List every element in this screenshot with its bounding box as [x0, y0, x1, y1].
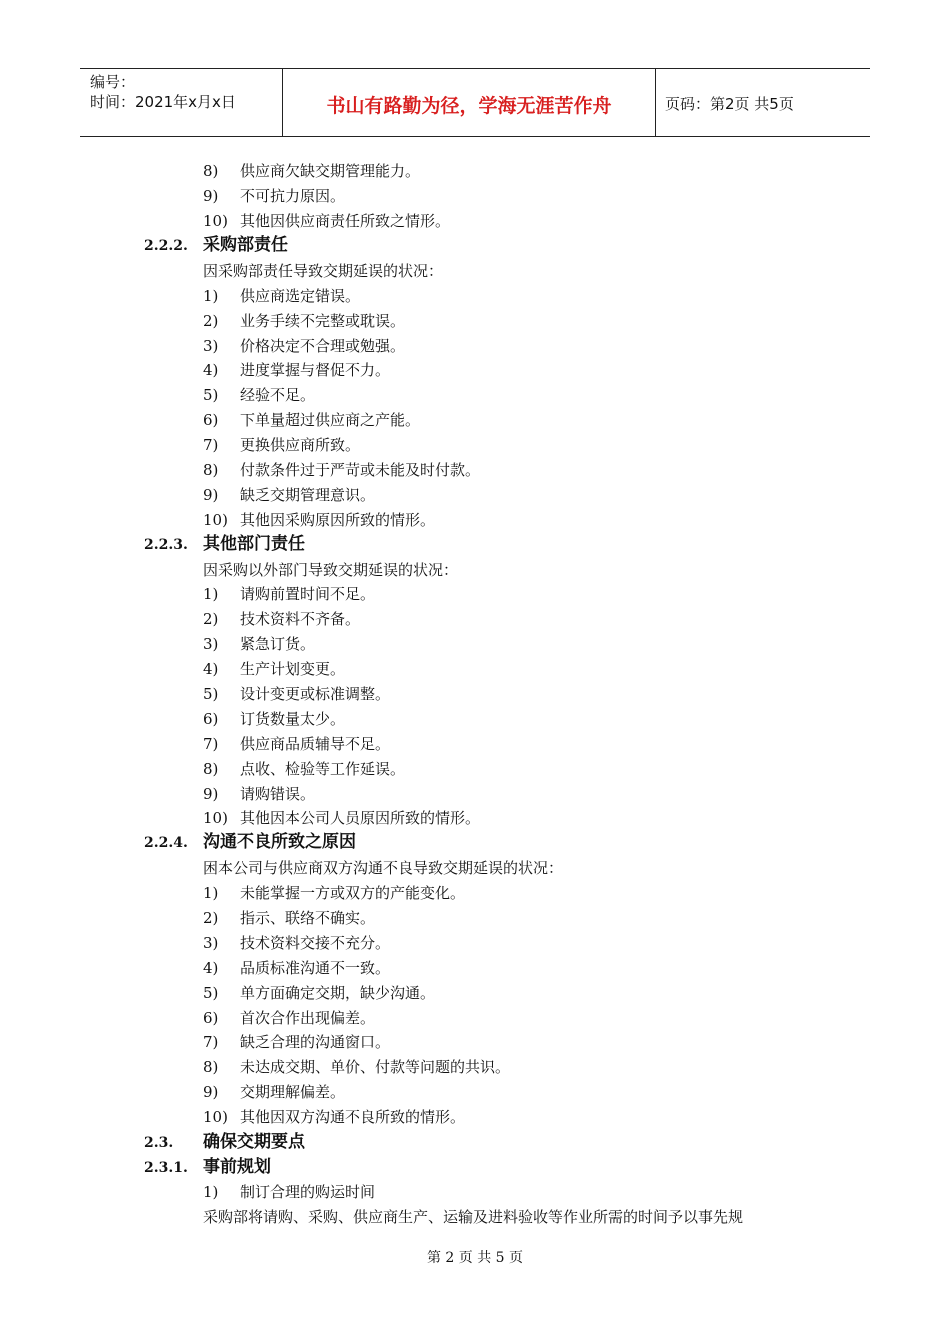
- list-item: 缺乏合理的沟通窗口。: [240, 1033, 391, 1051]
- list-number: 9): [203, 785, 219, 803]
- time-label: 时间：2021年x月x日: [90, 93, 236, 111]
- list-item: 更换供应商所致。: [240, 436, 361, 454]
- list-item: 供应商品质辅导不足。: [240, 735, 391, 753]
- list-number: 7): [203, 436, 219, 454]
- list-item: 其他因供应商责任所致之情形。: [240, 212, 451, 230]
- list-number: 9): [203, 486, 219, 504]
- list-number: 10): [203, 809, 228, 827]
- list-item: 生产计划变更。: [240, 660, 346, 678]
- list-number: 8): [203, 760, 219, 778]
- section-heading: 事前规划: [203, 1157, 271, 1177]
- header-table: [80, 68, 870, 137]
- list-item: 制订合理的购运时间: [240, 1183, 376, 1201]
- section-heading: 沟通不良所致之原因: [203, 832, 356, 852]
- section-heading: 采购部责任: [203, 235, 288, 255]
- list-number: 2): [203, 909, 219, 927]
- header-center-cell: [282, 69, 656, 136]
- section-heading: 其他部门责任: [203, 534, 305, 554]
- list-number: 8): [203, 461, 219, 479]
- list-number: 2): [203, 610, 219, 628]
- list-item: 价格决定不合理或勉强。: [240, 337, 406, 355]
- section-number: 2.3.1.: [144, 1160, 188, 1176]
- list-number: 3): [203, 337, 219, 355]
- list-item: 业务手续不完整或耽误。: [240, 312, 406, 330]
- header-left-cell: [80, 69, 282, 136]
- list-number: 7): [203, 735, 219, 753]
- header-right-cell: [655, 69, 870, 136]
- section-intro: 因采购以外部门导致交期延误的状况：: [203, 561, 459, 579]
- page-label: 页码：第2页 共5页: [665, 95, 794, 113]
- list-item: 技术资料不齐备。: [240, 610, 361, 628]
- section-number: 2.2.2.: [144, 238, 188, 254]
- section-intro: 因采购部责任导致交期延误的状况：: [203, 262, 444, 280]
- list-item: 其他因采购原因所致的情形。: [240, 511, 436, 529]
- list-item: 其他因本公司人员原因所致的情形。: [240, 809, 481, 827]
- list-number: 1): [203, 585, 219, 603]
- section-heading: 确保交期要点: [203, 1132, 305, 1152]
- list-item: 经验不足。: [240, 386, 316, 404]
- list-number: 7): [203, 1033, 219, 1051]
- list-item: 进度掌握与督促不力。: [240, 361, 391, 379]
- list-number: 1): [203, 884, 219, 902]
- list-item: 品质标准沟通不一致。: [240, 959, 391, 977]
- list-number: 6): [203, 411, 219, 429]
- list-item: 下单量超过供应商之产能。: [240, 411, 421, 429]
- list-number: 9): [203, 187, 219, 205]
- list-item: 其他因双方沟通不良所致的情形。: [240, 1108, 466, 1126]
- list-number: 3): [203, 635, 219, 653]
- list-item: 订货数量太少。: [240, 710, 346, 728]
- motto: 书山有路勤为径，学海无涯苦作舟: [326, 95, 612, 117]
- list-number: 10): [203, 212, 228, 230]
- list-item: 供应商选定错误。: [240, 287, 361, 305]
- list-item: 紧急订货。: [240, 635, 316, 653]
- list-number: 6): [203, 710, 219, 728]
- list-number: 5): [203, 386, 219, 404]
- list-number: 2): [203, 312, 219, 330]
- list-number: 10): [203, 1108, 228, 1126]
- doc-number-label: 编号：: [90, 73, 136, 91]
- list-item: 未能掌握一方或双方的产能变化。: [240, 884, 466, 902]
- list-item: 设计变更或标准调整。: [240, 685, 391, 703]
- list-number: 1): [203, 1183, 219, 1201]
- list-number: 4): [203, 660, 219, 678]
- list-item: 供应商欠缺交期管理能力。: [240, 162, 421, 180]
- list-number: 10): [203, 511, 228, 529]
- list-item: 交期理解偏差。: [240, 1083, 346, 1101]
- section-number: 2.2.3.: [144, 537, 188, 553]
- list-number: 4): [203, 959, 219, 977]
- section-number: 2.3.: [144, 1135, 174, 1151]
- list-number: 5): [203, 984, 219, 1002]
- list-number: 3): [203, 934, 219, 952]
- section-intro: 困本公司与供应商双方沟通不良导致交期延误的状况：: [203, 859, 564, 877]
- list-item: 未达成交期、单价、付款等问题的共识。: [240, 1058, 511, 1076]
- page-footer: 第 2 页 共 5 页: [426, 1250, 524, 1266]
- list-number: 4): [203, 361, 219, 379]
- list-number: 9): [203, 1083, 219, 1101]
- list-number: 8): [203, 162, 219, 180]
- list-item: 请购前置时间不足。: [240, 585, 376, 603]
- list-item: 技术资料交接不充分。: [240, 934, 391, 952]
- list-item: 不可抗力原因。: [240, 187, 346, 205]
- list-number: 5): [203, 685, 219, 703]
- list-item: 首次合作出现偏差。: [240, 1009, 376, 1027]
- list-number: 1): [203, 287, 219, 305]
- list-item: 缺乏交期管理意识。: [240, 486, 376, 504]
- list-item: 请购错误。: [240, 785, 316, 803]
- list-item: 点收、检验等工作延误。: [240, 760, 406, 778]
- list-item: 指示、联络不确实。: [240, 909, 376, 927]
- list-number: 8): [203, 1058, 219, 1076]
- list-item: 付款条件过于严苛或未能及时付款。: [240, 461, 481, 479]
- list-item: 单方面确定交期，缺少沟通。: [240, 984, 436, 1002]
- list-number: 6): [203, 1009, 219, 1027]
- paragraph: 采购部将请购、采购、供应商生产、运输及进料验收等作业所需的时间予以事先规: [203, 1208, 744, 1226]
- section-number: 2.2.4.: [144, 835, 188, 851]
